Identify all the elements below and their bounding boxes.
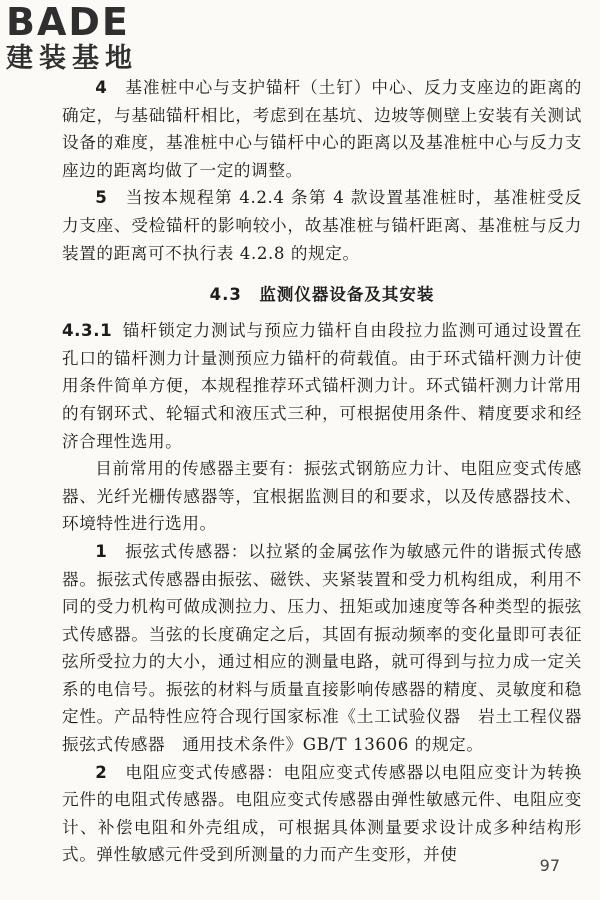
item-2-text: 电阻应变式传感器：电阻应变式传感器以电阻应变计为转换元件的电阻式传感器。电阻应变式传感器由弹性敏感元件、电阻应变计、补偿电阻和外壳组成，可根据具体测量要求设计成多种结构形式。弹性敏感元件受到所测量的力而产生变形，并使 — [62, 762, 582, 865]
item-1-text: 振弦式传感器：以拉紧的金属弦作为敏感元件的谐振式传感器。振弦式传感器由振弦、磁铁、夹紧装置和受力机构组成，利用不同的受力机构可做成测拉力、压力、扭矩或加速度等各种类型的振弦式传感器。当弦的长度确定之后，其固有振动频率的变化量即可表征弦所受拉力的大小，通过相应的测量电路，就可得到与拉力成一定关系的电信号。振弦的材料与质量直接影响传感器的精度、灵敏度和稳定性。产品特性应符合现行国家标准《土工试验仪器 岩土工程仪器 振弦式传感器 通用技术条件》GB/T 13606 的规定。 — [62, 541, 600, 755]
item-5-text: 当按本规程第 4.2.4 条第 4 款设置基准桩时，基准桩受反力支座、受检锚杆的影响较小，故基准桩与锚杆距离、基准桩与反力装置的距离可不执行表 4.2.8 的规定。 — [62, 188, 582, 263]
clause-4-3-1-text: 锚杆锁定力测试与预应力锚杆自由段拉力监测可通过设置在孔口的锚杆测力计量测预应力锚杆的荷载值。由于环式锚杆测力计使用条件简单方便，本规程推荐环式锚杆测力计。环式锚杆测力计常用的有钢环式、轮辐式和液压式三种，可根据使用条件、精度要求和经济合理性选用。 — [62, 321, 582, 451]
clause-4-3-1-number: 4.3.1 — [62, 321, 113, 341]
section-title: 监测仪器设备及其安装 — [259, 285, 435, 305]
logo-text-latin: BADE — [6, 0, 130, 44]
item-1-number: 1 — [95, 541, 108, 561]
item-4-number: 4 — [95, 78, 108, 97]
page-number: 97 — [539, 856, 560, 876]
logo-text-chinese: 建装基地 — [6, 43, 138, 74]
item-2-number: 2 — [95, 762, 108, 782]
item-4-paragraph — [62, 74, 582, 184]
site-logo — [6, 2, 176, 74]
item-5-paragraph — [62, 184, 582, 267]
section-heading — [62, 281, 582, 305]
item-2-paragraph — [62, 759, 582, 869]
item-1-paragraph — [62, 538, 600, 759]
document-page — [62, 74, 600, 876]
item-5-number: 5 — [95, 188, 108, 208]
section-number: 4.3 — [209, 285, 242, 305]
item-4-text: 基准桩中心与支护锚杆（土钉）中心、反力支座边的距离的确定，与基础锚杆相比，考虑到在基坑、边坡等侧壁上安装有关测试设备的难度，基准桩中心与锚杆中心的距离以及基准桩中心与反力支座边的距离均做了一定的调整。 — [62, 78, 582, 180]
clause-4-3-1 — [62, 317, 582, 455]
sensors-paragraph: 目前常用的传感器主要有：振弦式钢筋应力计、电阻应变式传感器、光纤光栅传感器等，宜根据监测目的和要求，以及传感器技术、环境特性进行选用。 — [62, 459, 582, 534]
